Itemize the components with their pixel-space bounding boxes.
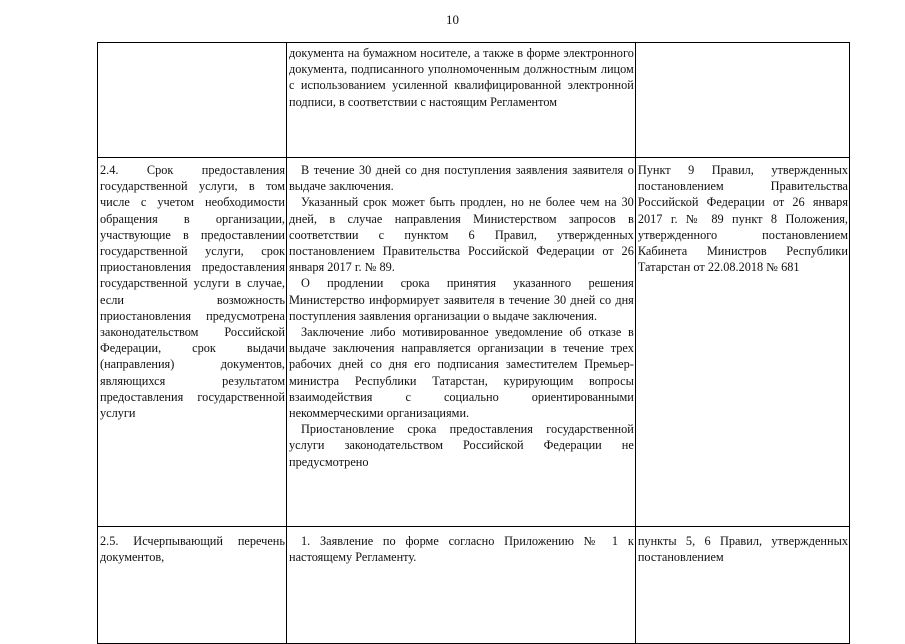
table-cell-legal-basis	[635, 527, 849, 644]
legal-reference: пункты 5, 6 Правил, утвержденных постановлением	[637, 534, 848, 565]
legal-reference: Пункт 9 Правил, утвержденных постановлением Правительства Российской Федерации от 26 января 2017 г. № 89 пункт 8 Положения, утвержденного постановлением Кабинета Министров Республики Татарстан от 22.08.2018 № 681	[637, 163, 848, 275]
table-row	[98, 43, 850, 158]
page-number: 10	[446, 12, 459, 27]
cell-paragraph: Приостановление срока предоставления государственной услуги законодательством Российской Федерации не предусмотрено	[289, 422, 634, 469]
table-row	[98, 158, 850, 527]
table-cell-section-title	[98, 158, 287, 527]
regulation-table	[97, 42, 850, 644]
cell-paragraph: Заключение либо мотивированное уведомление об отказе в выдаче заключения направляется организации в течение трех рабочих дней со дня его подписания заместителем Премьер-министра Республики Татарстан, курирующим вопросы взаимодействия с социально ориентированными некоммерческими организациями.	[289, 325, 634, 421]
table-cell-description	[287, 43, 636, 158]
table-row	[98, 527, 850, 644]
cell-paragraph: документа на бумажном носителе, а также в форме электронного документа, подписанного уполномоченным должностным лицом с использованием усиленной квалифицированной электронной подписи, в соответствии с настоящим Регламентом	[289, 46, 634, 109]
cell-paragraph: В течение 30 дней со дня поступления заявления заявителя о выдаче заключения.	[289, 163, 634, 194]
table-cell-description	[287, 158, 636, 527]
cell-paragraph: Указанный срок может быть продлен, но не более чем на 30 дней, в случае направления Министерством запросов в соответствии с пунктом 6 Правил, утвержденных постановлением Правительства Российской Федерации от 26 января 2017 г. № 89.	[289, 195, 634, 275]
table-cell-legal-basis	[635, 43, 849, 158]
section-2-5-title: 2.5. Исчерпывающий перечень документов,	[100, 534, 285, 565]
table-cell-description	[287, 527, 636, 644]
table-cell-empty	[98, 43, 287, 158]
section-2-4-title: 2.4. Срок предоставления государственной услуги, в том числе с учетом необходимости обращения в организации, участвующие в предоставлении государственной услуги, срок приостановления предоставления государственной услуги в случае, если возможность приостановления предусмотрена законодательством Российской Федерации, срок выдачи (направления) документов, являющихся результатом предоставления государственной услуги	[100, 163, 285, 421]
table-cell-section-title	[98, 527, 287, 644]
cell-paragraph: О продлении срока принятия указанного решения Министерство информирует заявителя в течение 30 дней со дня поступления заявления организации о выдаче заключения.	[289, 276, 634, 323]
cell-paragraph: 1. Заявление по форме согласно Приложению № 1 к настоящему Регламенту.	[289, 534, 634, 565]
table-cell-legal-basis	[635, 158, 849, 527]
